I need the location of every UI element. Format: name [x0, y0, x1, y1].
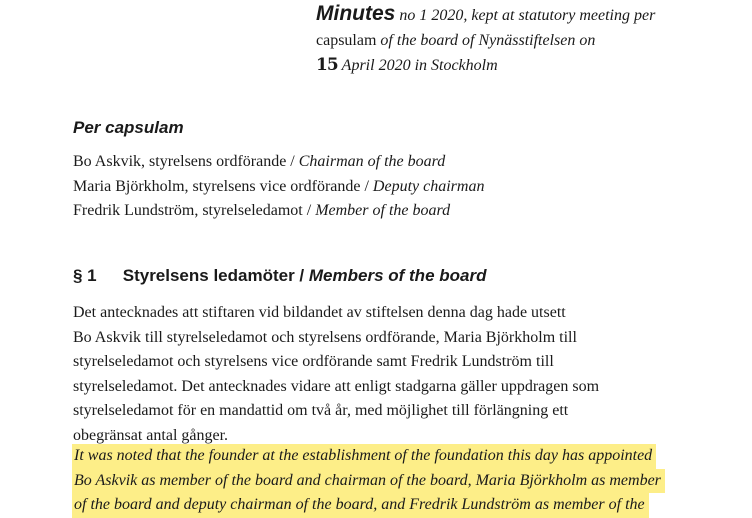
section-1-english-paragraph — [72, 444, 752, 518]
highlighted-line: Bo Askvik as member of the board and chairman of the board, Maria Björkholm as member — [72, 469, 665, 494]
minutes-header-line-1 — [316, 2, 736, 29]
member-role-en: Chairman of the board — [298, 153, 446, 170]
section-title-sv: Styrelsens ledamöter / — [122, 266, 305, 285]
per-capsulam-heading: Per capsulam — [73, 118, 184, 137]
paragraph-line: Bo Askvik till styrelseledamot och styrelsens ordförande, Maria Björkholm till — [73, 328, 577, 346]
minutes-number-text: no 1 2020, kept at statutory meeting per — [399, 7, 656, 24]
member-name-sv: Maria Björkholm, styrelsens vice ordförande / — [73, 177, 369, 195]
member-name-sv: Bo Askvik, styrelsens ordförande / — [73, 153, 295, 170]
paragraph-line: obegränsat antal gånger. — [73, 426, 229, 444]
member-role-en: Member of the board — [315, 202, 451, 219]
member-name-sv: Fredrik Lundström, styrelseledamot / — [73, 202, 312, 219]
highlighted-line: It was noted that the founder at the establishment of the foundation this day has appointed — [72, 444, 656, 469]
member-role-en: Deputy chairman — [372, 177, 485, 195]
section-number: § 1 — [73, 266, 97, 285]
member-row — [73, 150, 713, 175]
board-members-list — [73, 150, 713, 224]
paragraph-line: styrelseledamot för en mandattid om två år, med möjlighet till förlängning ett — [73, 402, 569, 420]
handwritten-date: 15 — [316, 55, 338, 75]
paragraph-line: styrelseledamot. Det antecknades vidare att enligt stadgarna gäller uppdragen som — [73, 377, 600, 395]
minutes-header-line-2 — [316, 29, 736, 54]
member-row — [73, 199, 713, 224]
section-1-heading — [73, 266, 486, 286]
minutes-header — [316, 2, 736, 79]
date-location-text: April 2020 in Stockholm — [341, 57, 498, 74]
minutes-title: Minutes — [316, 2, 396, 25]
paragraph-line: styrelseledamot och styrelsens vice ordförande samt Fredrik Lundström till — [73, 353, 554, 371]
paragraph-line: Det antecknades att stiftaren vid bildandet av stiftelsen denna dag hade utsett — [73, 304, 566, 321]
member-row — [73, 175, 713, 200]
minutes-header-line-3 — [316, 53, 736, 79]
section-1-swedish-paragraph — [73, 301, 713, 449]
section-title-en: Members of the board — [308, 266, 487, 285]
highlighted-line: of the board and deputy chairman of the board, and Fredrik Lundström as member of the — [72, 493, 649, 518]
capsulam-text: capsulam — [316, 31, 377, 49]
board-of-text: of the board of Nynässtiftelsen on — [380, 31, 596, 49]
